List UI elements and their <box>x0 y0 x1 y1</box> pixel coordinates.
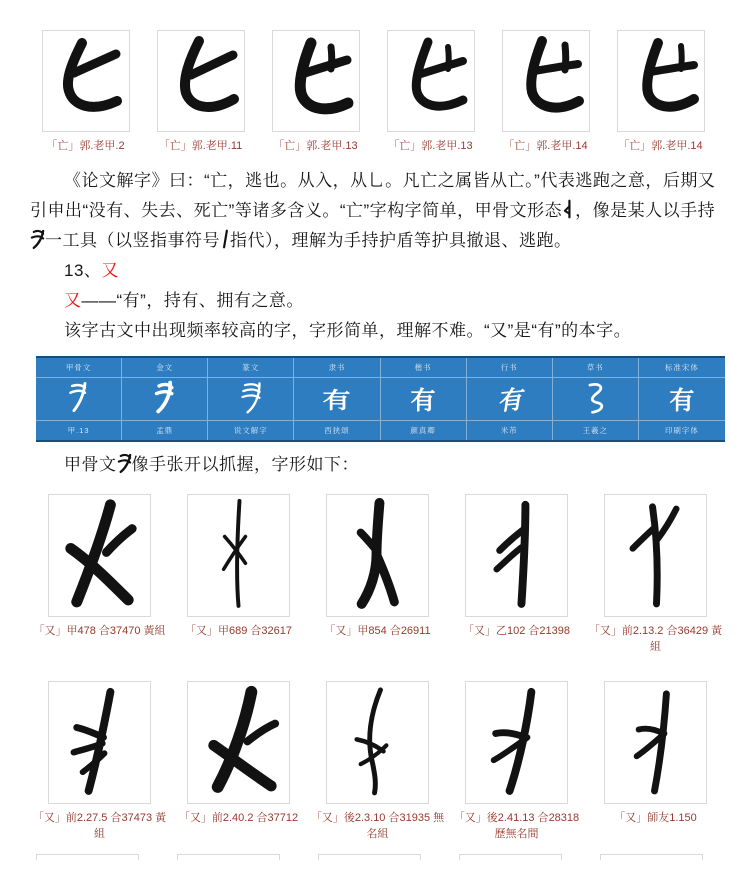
you-oracle-glyph-3 <box>327 493 428 619</box>
cutoff-image-box <box>459 854 562 860</box>
you-figure-1 <box>30 494 169 639</box>
wang-caption-4: 「亡」郭.老甲.13 <box>388 140 473 152</box>
you-oracle-glyph-5 <box>605 493 706 619</box>
you-oracle-glyph-8 <box>327 680 428 806</box>
evolution-header-row <box>36 358 725 378</box>
cutoff-image-box <box>600 854 703 860</box>
bronze-script-glyph <box>148 378 182 421</box>
source-bronze: 孟鼎 <box>122 420 208 440</box>
wang-oracle-image-1 <box>42 30 130 132</box>
you-caption-3: 「又」甲854 合26911 <box>324 625 431 637</box>
wang-caption-6: 「亡」郭.老甲.14 <box>618 140 703 152</box>
header-lishu: 隶书 <box>294 358 380 378</box>
you-oracle-inline-glyph-2 <box>117 451 132 474</box>
you-caption-2: 「又」甲689 合32617 <box>185 625 292 637</box>
wang-oracle-gallery <box>28 30 753 154</box>
you-figure-2 <box>169 494 308 639</box>
cutoff-image-box <box>36 854 139 860</box>
you-caption-8: 「又」後2.3.10 合31935 無名組 <box>310 812 445 840</box>
source-print: 印刷字体 <box>639 420 725 440</box>
you-description-paragraph: 该字古文中出现频率较高的字，字形简单，理解不难。“又”是“有”的本字。 <box>64 321 632 340</box>
glyph-cell-clerical <box>294 378 380 420</box>
wang-oracle-glyph-5 <box>503 29 589 134</box>
cutoff-image-box <box>177 854 280 860</box>
you-oracle-glyph-6 <box>49 680 150 806</box>
wang-oracle-glyph-3 <box>273 29 359 134</box>
you-definition-line <box>30 286 727 316</box>
shuowen-paragraph <box>30 166 727 256</box>
cutoff-image-box <box>318 854 421 860</box>
print-style-character: 有 <box>669 388 695 415</box>
you-oracle-glyph-4 <box>466 493 567 619</box>
you-caption-1: 「又」甲478 合37470 黃組 <box>33 625 166 637</box>
you-oracle-inline-glyph <box>30 227 45 250</box>
wang-figure-6 <box>603 30 718 154</box>
wang-caption-5: 「亡」郭.老甲.14 <box>503 140 588 152</box>
glyph-cell-oracle <box>36 378 122 420</box>
shuowen-text-2: ，像是某人以手持 <box>575 201 716 220</box>
you-oracle-glyph-10 <box>605 680 706 806</box>
source-regular: 颜真卿 <box>381 420 467 440</box>
you-definition-text: ——“有”，持有、拥有之意。 <box>81 291 304 310</box>
glyph-cell-seal <box>208 378 294 420</box>
wang-figure-5 <box>488 30 603 154</box>
evolution-glyph-row <box>36 378 725 420</box>
you-figure-3 <box>308 494 447 639</box>
you-figure-10 <box>586 681 725 826</box>
wang-figure-2 <box>143 30 258 154</box>
glyph-cell-running <box>467 378 553 420</box>
you-oracle-gallery-row1 <box>30 494 753 655</box>
running-script-character: 有 <box>495 386 524 417</box>
heading-character: 又 <box>101 261 119 280</box>
you-oracle-image-6 <box>48 681 151 804</box>
wang-oracle-glyph-2 <box>158 29 244 134</box>
glyph-cell-regular <box>381 378 467 420</box>
header-jinwen: 金文 <box>122 358 208 378</box>
seal-script-glyph <box>234 378 268 421</box>
you-oracle-image-8 <box>326 681 429 804</box>
wang-figure-1 <box>28 30 143 154</box>
header-songti: 标准宋体 <box>639 358 725 378</box>
you-oracle-glyph-1 <box>49 493 150 619</box>
glyph-cell-print <box>639 378 725 420</box>
you-caption-9: 「又」後2.41.13 合28318 歷無名間 <box>453 812 580 840</box>
source-seal: 说文解字 <box>208 420 294 440</box>
you-oracle-image-3 <box>326 494 429 617</box>
you-caption-6: 「又」前2.27.5 合37473 黃組 <box>32 812 167 840</box>
jiaguwen-intro-block <box>30 450 727 480</box>
wang-figure-3 <box>258 30 373 154</box>
you-oracle-glyph-7 <box>188 680 289 806</box>
cutoff-next-image-row <box>36 854 753 860</box>
shuowen-text-1: 《论文解字》曰：“亡，逃也。从入，从乚。凡亡之属皆从亡。”代表逃跑之意，后期又引申出“没有、失去、死亡”等诸多含义。“亡”字构字简单，甲骨文形态 <box>30 171 716 220</box>
article-body <box>30 166 727 346</box>
wang-oracle-image-4 <box>387 30 475 132</box>
wang-oracle-glyph-1 <box>43 29 129 134</box>
header-xingshu: 行书 <box>467 358 553 378</box>
you-oracle-image-9 <box>465 681 568 804</box>
header-kaishu: 楷书 <box>381 358 467 378</box>
vertical-stroke-inline-glyph <box>220 228 230 250</box>
source-oracle: 甲.13 <box>36 420 122 440</box>
evolution-source-row <box>36 420 725 440</box>
shuowen-text-3: 一工具（以竖指事符号 <box>45 231 220 250</box>
source-cursive: 王羲之 <box>553 420 639 440</box>
wang-oracle-image-2 <box>157 30 245 132</box>
you-figure-5 <box>586 494 725 655</box>
you-oracle-image-10 <box>604 681 707 804</box>
you-figure-4 <box>447 494 586 639</box>
jiaguwen-text-2: 像手张开以抓握，字形如下： <box>131 455 359 474</box>
source-running: 米芾 <box>467 420 553 440</box>
regular-script-character: 有 <box>410 388 436 415</box>
wang-caption-2: 「亡」郭.老甲.11 <box>158 140 243 152</box>
you-caption-7: 「又」前2.40.2 合37712 <box>178 812 299 824</box>
character-evolution-table <box>36 356 725 442</box>
you-oracle-image-7 <box>187 681 290 804</box>
header-caoshu: 草书 <box>553 358 639 378</box>
heading-number: 13、 <box>64 261 102 280</box>
wang-caption-3: 「亡」郭.老甲.13 <box>273 140 358 152</box>
you-oracle-glyph-9 <box>466 680 567 806</box>
wang-oracle-inline-glyph <box>562 198 575 220</box>
jiaguwen-intro-line <box>30 450 727 480</box>
wang-oracle-image-5 <box>502 30 590 132</box>
you-figure-9 <box>447 681 586 842</box>
you-caption-10: 「又」師友1.150 <box>614 812 697 824</box>
wang-oracle-image-3 <box>272 30 360 132</box>
header-jiaguwen: 甲骨文 <box>36 358 122 378</box>
header-zhuanwen: 篆文 <box>208 358 294 378</box>
wang-oracle-image-6 <box>617 30 705 132</box>
you-figure-7 <box>169 681 308 826</box>
source-clerical: 西狭颂 <box>294 420 380 440</box>
jiaguwen-text-1: 甲骨文 <box>64 455 117 474</box>
wang-oracle-glyph-4 <box>388 29 474 134</box>
you-caption-5: 「又」前2.13.2 合36429 黃組 <box>588 625 723 653</box>
clerical-script-character: 有 <box>322 389 351 414</box>
you-oracle-glyph-2 <box>188 493 289 619</box>
you-oracle-image-5 <box>604 494 707 617</box>
glyph-cell-bronze <box>122 378 208 420</box>
cursive-script-glyph <box>578 378 612 421</box>
you-caption-4: 「又」乙102 合21398 <box>463 625 570 637</box>
you-figure-6 <box>30 681 169 842</box>
wang-caption-1: 「亡」郭.老甲.2 <box>46 140 125 152</box>
you-figure-8 <box>308 681 447 842</box>
you-oracle-image-1 <box>48 494 151 617</box>
wang-oracle-glyph-6 <box>618 29 704 134</box>
shuowen-text-4: 指代），理解为手持护盾等护具撤退、逃跑。 <box>230 231 572 250</box>
section-heading-13 <box>30 256 727 286</box>
you-character-red: 又 <box>64 291 82 310</box>
you-oracle-gallery-row2 <box>30 681 753 842</box>
you-oracle-image-2 <box>187 494 290 617</box>
oracle-script-glyph <box>62 378 96 421</box>
glyph-cell-cursive <box>553 378 639 420</box>
wang-figure-4 <box>373 30 488 154</box>
you-oracle-image-4 <box>465 494 568 617</box>
